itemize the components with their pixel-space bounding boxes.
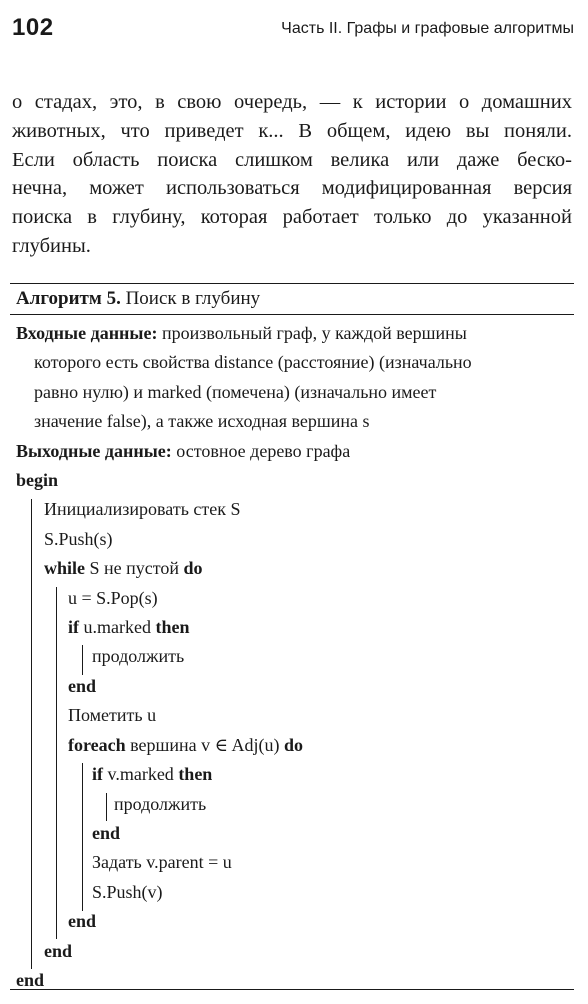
output-line [10, 437, 574, 466]
kw-end: end [16, 969, 45, 990]
block-bar-while [56, 587, 57, 939]
algorithm-bottom-rule [10, 989, 574, 990]
input-label: Входные данные: [16, 323, 158, 343]
page-header [0, 0, 588, 70]
block-bar-if-u [82, 645, 83, 675]
output-label: Выходные данные: [16, 440, 172, 461]
stmt-push-s: S.Push(s) [44, 528, 113, 549]
paragraph-line: поиска в глубину, которая работает только до указанной [12, 206, 572, 229]
if-line [10, 613, 574, 642]
stmt-init-stack: Инициализировать стек S [44, 499, 241, 520]
kw-if: if [92, 764, 103, 785]
algorithm-body [10, 315, 574, 995]
kw-begin: begin [16, 470, 59, 491]
stmt-continue: продолжить [92, 646, 185, 667]
kw-end: end [68, 675, 97, 696]
stmt-set-parent: Задать v.parent = u [92, 852, 232, 873]
input-line: равно нулю) и marked (помечена) (изначально имеет [34, 381, 437, 402]
foreach-line [10, 731, 574, 760]
algorithm-box [10, 283, 574, 995]
block-bar-foreach [82, 763, 83, 911]
input-text: произвольный граф, у каждой вершины [157, 323, 467, 343]
stmt-mark: Пометить u [68, 705, 157, 726]
if-condition: u.marked [79, 617, 156, 638]
paragraph-line: животных, что приведет к... В общем, идею вы поняли. [12, 119, 572, 142]
kw-do: do [283, 734, 303, 755]
stmt-pop: u = S.Pop(s) [68, 587, 158, 608]
stmt-push-v: S.Push(v) [92, 881, 163, 902]
while-condition: S не пустой [85, 558, 184, 579]
input-line [10, 319, 574, 348]
kw-foreach: foreach [68, 734, 126, 755]
paragraph-line: о стадах, это, в свою очередь, — к истории о домашних [12, 91, 572, 113]
kw-if: if [68, 617, 79, 638]
output-text: остовное дерево графа [171, 440, 351, 461]
kw-do: do [183, 558, 203, 579]
while-line [10, 554, 574, 583]
foreach-condition: вершина v ∈ Adj(u) [125, 734, 284, 755]
kw-then: then [178, 764, 213, 785]
algorithm-number: Алгоритм 5. [16, 288, 121, 309]
paragraph-line: нечна, может использоваться модифицированная версия [12, 177, 572, 200]
if-condition: v.marked [103, 764, 179, 785]
kw-end: end [44, 940, 73, 961]
running-title: Часть II. Графы и графовые алгоритмы [281, 20, 574, 37]
block-bar-if-v [106, 793, 107, 821]
if-line [10, 760, 574, 789]
paragraph-line: Если область поиска слишком велика или даже беско- [12, 148, 572, 171]
page-number: 102 [12, 14, 54, 41]
algorithm-name: Поиск в глубину [120, 288, 261, 309]
kw-end: end [68, 911, 97, 932]
block-bar-begin [31, 499, 32, 969]
body-paragraph [12, 88, 572, 261]
kw-then: then [155, 617, 190, 638]
kw-end: end [92, 822, 121, 843]
kw-while: while [44, 558, 86, 579]
input-line: значение false), а также исходная вершина s [34, 411, 370, 432]
stmt-continue: продолжить [114, 793, 207, 814]
input-line: которого есть свойства distance (расстояние) (изначально [34, 352, 472, 373]
algorithm-title [10, 284, 574, 315]
paragraph-line: глубины. [12, 234, 91, 257]
